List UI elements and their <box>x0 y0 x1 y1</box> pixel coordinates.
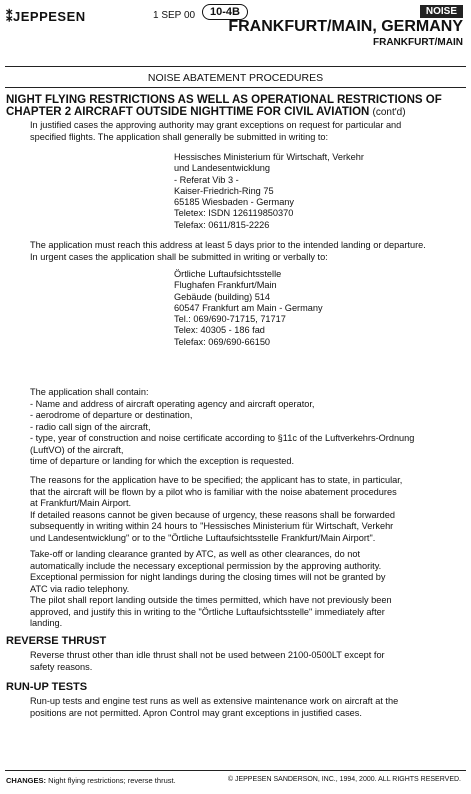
divider-top <box>5 66 466 67</box>
text-line: In justified cases the approving authority may grant exceptions on request for particular and <box>30 120 402 130</box>
list-item: - radio call sign of the aircraft, <box>30 421 151 432</box>
list-item: - Name and address of aircraft operating agency and aircraft operator, <box>30 398 315 409</box>
runup-tests-paragraph <box>30 696 398 719</box>
text-line: Take-off or landing clearance granted by ATC, as well as other clearances, do not <box>30 549 361 559</box>
list-item: time of departure or landing for which the exception is requested. <box>30 456 295 466</box>
reverse-thrust-paragraph <box>30 650 385 673</box>
airport-name: FRANKFURT/MAIN <box>373 37 463 48</box>
copyright: © JEPPESEN SANDERSON, INC., 1994, 2000. ALL RIGHTS RESERVED. <box>227 776 461 783</box>
address-line: Gebäude (building) 514 <box>174 291 271 302</box>
runup-tests-heading: RUN-UP TESTS <box>6 681 88 693</box>
address-line: Örtliche Luftaufsichtsstelle <box>174 269 282 279</box>
address-line: Hessisches Ministerium für Wirtschaft, Verkehr <box>174 152 364 162</box>
chart-date: 1 SEP 00 <box>153 10 196 21</box>
main-title-line-1: NIGHT FLYING RESTRICTIONS AS WELL AS OPERATIONAL RESTRICTIONS OF <box>6 94 442 106</box>
address-line: 65185 Wiesbaden - Germany <box>174 197 295 208</box>
address-line: 60547 Frankfurt am Main - Germany <box>174 302 323 313</box>
text-line: automatically include the necessary exceptional permission by the approving authority. <box>30 560 382 571</box>
text-line: positions are not permitted. Apron Control may grant exceptions in justified cases. <box>30 707 362 718</box>
list-item: - type, year of construction and noise certificate according to §11c of the Luftverkehrs-Ordnung <box>30 433 415 443</box>
address-line: Telefax: 0611/815-2226 <box>174 219 270 230</box>
text-line: at Frankfurt/Main Airport. <box>30 498 132 508</box>
text-line: safety reasons. <box>30 661 93 672</box>
address-line: Tel.: 069/690-71715, 71717 <box>174 314 286 325</box>
address-line: Telex: 40305 - 186 fad <box>174 325 265 336</box>
address-line: - Referat Vib 3 - <box>174 174 239 185</box>
address-line: Telefax: 069/690-66150 <box>174 336 271 347</box>
main-title-line-2-text: CHAPTER 2 AIRCRAFT OUTSIDE NIGHTTIME FOR CIVIL AVIATION <box>6 106 370 118</box>
intro-paragraph <box>30 120 401 143</box>
text-line: approved, and justify this in writing to the "Örtliche Luftaufsichtsstelle" immediately after <box>30 606 385 617</box>
text-line: that the aircraft will be flown by a pilot who is familiar with the noise abatement procedures <box>30 486 397 497</box>
address-line: Kaiser-Friedrich-Ring 75 <box>174 185 274 196</box>
noise-badge: NOISE <box>420 5 463 18</box>
list-item: (LuftVO) of the aircraft, <box>30 444 124 455</box>
city-title: FRANKFURT/MAIN, GERMANY <box>228 18 463 35</box>
text-line: If detailed reasons cannot be given because of urgency, these reasons shall be forwarded <box>30 509 396 520</box>
text-line: In urgent cases the application shall be submitted in writing or verbally to: <box>30 251 328 262</box>
text-line: The reasons for the application have to be specified; the applicant has to state, in particular, <box>30 475 403 485</box>
takeoff-paragraph <box>30 549 392 630</box>
address-ministry <box>174 152 364 231</box>
deadline-paragraph <box>30 240 426 263</box>
address-line: und Landesentwicklung <box>174 163 271 174</box>
logo-text: JEPPESEN <box>13 9 86 24</box>
text-line: und Landesentwicklung" or to the "Örtliche Luftaufsichtsstelle Frankfurt/Main Airport". <box>30 532 376 543</box>
reasons-paragraph <box>30 475 402 544</box>
text-line: ATC via radio telephony. <box>30 583 130 594</box>
changes-text: Night flying restrictions; reverse thrust. <box>48 776 176 785</box>
address-line: Teletex: ISDN 126119850370 <box>174 208 294 219</box>
text-line: Run-up tests and engine test runs as well as extensive maintenance work on aircraft at the <box>30 696 399 706</box>
text-line: specified flights. The application shall generally be submitted in writing to: <box>30 131 329 142</box>
chart-number: 10-4B <box>202 4 248 20</box>
address-airport-authority <box>174 269 323 348</box>
text-line: Exceptional permission for night landings during the closing times will not be granted by <box>30 572 386 582</box>
text-line: Reverse thrust other than idle thrust shall not be used between 2100-0500LT except for <box>30 650 385 660</box>
text-line: subsequently in writing within 24 hours to "Hessisches Ministerium für Wirtschaft, Verkehr <box>30 521 394 531</box>
text-line: The application shall contain: <box>30 387 149 397</box>
address-line: Flughafen Frankfurt/Main <box>174 280 277 291</box>
list-item: - aerodrome of departure or destination, <box>30 410 193 420</box>
divider-section <box>5 87 466 88</box>
section-title: NOISE ABATEMENT PROCEDURES <box>147 72 324 84</box>
contd-label: (cont'd) <box>372 107 406 118</box>
jeppesen-logo <box>6 9 86 25</box>
contain-list <box>30 387 414 468</box>
changes-label: CHANGES: <box>6 776 47 785</box>
logo-mark-icon: ⁑ <box>6 9 13 24</box>
divider-footer <box>5 770 466 771</box>
text-line: The pilot shall report landing outside the times permitted, which have not previously been <box>30 595 392 605</box>
main-title <box>6 94 466 119</box>
changes-note <box>6 776 176 785</box>
text-line: The application must reach this address at least 5 days prior to the intended landing or departure. <box>30 240 426 250</box>
text-line: landing. <box>30 618 63 628</box>
reverse-thrust-heading: REVERSE THRUST <box>6 635 107 647</box>
main-title-line-2 <box>6 106 466 119</box>
